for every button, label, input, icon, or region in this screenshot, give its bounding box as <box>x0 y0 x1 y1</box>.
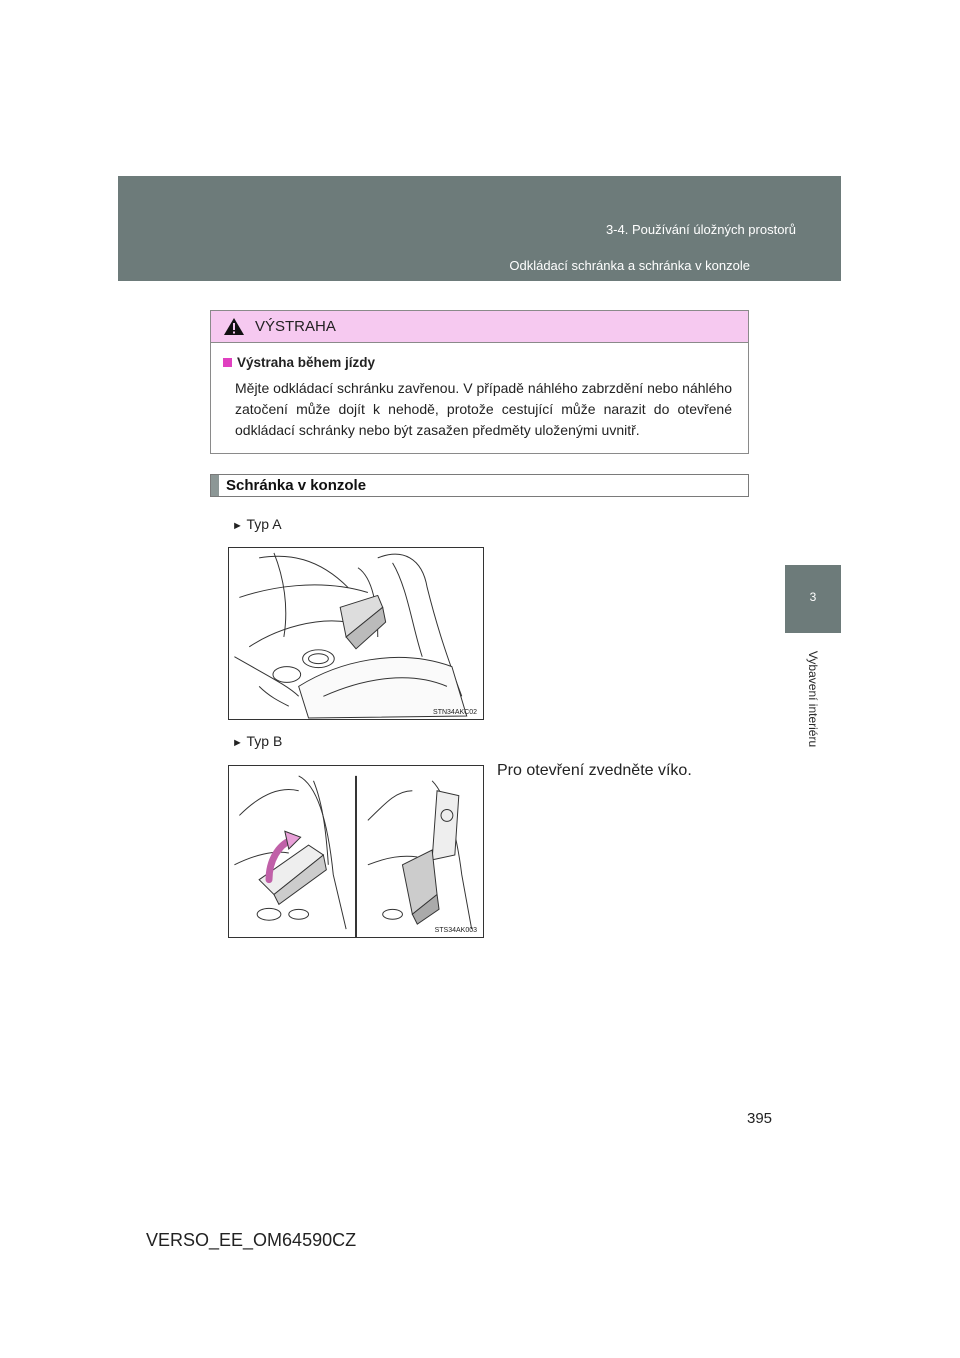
chapter-label-text: Vybavení interiéru <box>806 650 820 748</box>
right-triangle-pointer-icon: ► <box>232 520 243 532</box>
warning-title: VÝSTRAHA <box>255 318 336 335</box>
section-heading-text: Schránka v konzole <box>226 477 367 494</box>
square-bullet-icon <box>223 358 232 367</box>
type-a-image-code: STN34AKC02 <box>433 709 477 716</box>
warning-header <box>211 311 748 343</box>
type-a-label-text: Typ A <box>246 516 282 532</box>
right-triangle-pointer-icon: ► <box>232 737 243 749</box>
chapter-tab: 3 <box>785 565 841 633</box>
type-b-label <box>232 733 282 749</box>
warning-subheading-text: Výstraha během jízdy <box>237 355 376 370</box>
section-heading-bar <box>211 475 219 496</box>
type-a-label <box>232 516 282 532</box>
chapter-label <box>805 638 821 760</box>
section-title: 3-4. Používání úložných prostorů <box>605 222 796 237</box>
type-b-image-code: STS34AK003 <box>434 927 477 934</box>
warning-triangle-icon <box>223 317 245 336</box>
subsection-title: Odkládací schránka a schránka v konzole <box>509 258 750 273</box>
page-number: 395 <box>747 1110 773 1127</box>
open-instruction: Pro otevření zvedněte víko. <box>497 762 692 779</box>
warning-subheading <box>223 355 748 370</box>
type-b-illustration <box>228 765 484 938</box>
header-band <box>118 176 841 281</box>
type-b-label-text: Typ B <box>246 733 283 749</box>
section-heading <box>210 474 749 497</box>
type-a-illustration <box>228 547 484 720</box>
document-code: VERSO_EE_OM64590CZ <box>146 1230 357 1250</box>
warning-box <box>210 310 749 454</box>
warning-body: Mějte odkládací schránku zavřenou. V případě náhlého zabrzdění nebo náhlého zatočení může dojít k nehodě, protože cestující může narazit do otevřené odkládací schránky nebo být zasažen předměty uloženými uvnitř. <box>235 380 732 438</box>
